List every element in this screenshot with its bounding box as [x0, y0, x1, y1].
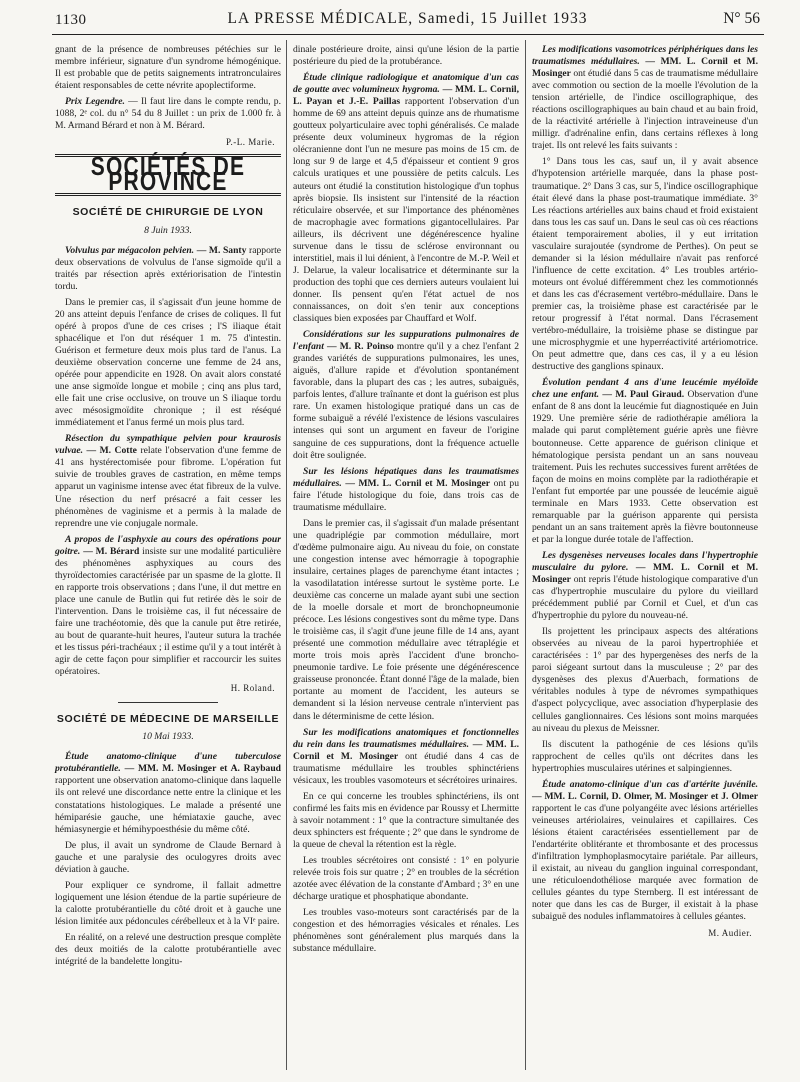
- article-author: — MM. L. Cornil et M. Mosinger: [293, 738, 519, 762]
- header-rule: [52, 34, 764, 35]
- article-heading: A propos de l'asphyxie au cours des opérations pour goitre.: [55, 533, 281, 557]
- article: [293, 727, 519, 787]
- notice: [55, 96, 281, 132]
- article: [532, 779, 758, 924]
- article-text: rapportent le cas d'une polyangéite avec lésions artérielles veineuses artériolaires, veinulaires et capillaires. Ces lésions étaient caractérisées essentiellement par de l'endartérite oblitérante et thrombosante et des processus d'infiltration lymphoplasmocytaire pariétale. Par ailleurs, il existait, au niveau du ganglion inguinal correspondant, une réticuloendothéliose marquée avec formation de cellules géantes du type Sternberg. Il est intéressant de noter que dans les cas de Burger, il existait à la phase subaiguë des nodules inflammatoires à cellules géantes.: [532, 802, 758, 923]
- article-author: — M. R. Poinso: [327, 341, 394, 353]
- article-heading: Évolution pendant 4 ans d'une leucémie myéloïde chez une enfant.: [532, 377, 758, 401]
- article-text: ont repris l'étude histologique comparative d'un cas d'hypertrophie musculaire du pylore du vieillard précédemment publié par Cornil et Cuel, et d'un cas d'hypertrophie du pylore du nouveau-né.: [532, 574, 758, 622]
- article-text: ont étudié dans 4 cas de traumatisme médullaire les troubles sphinctériens vésicaux, les troubles vasomoteurs et sécrétoires urinaires.: [293, 750, 519, 786]
- article: [532, 550, 758, 622]
- article-heading: Résection du sympathique pelvien pour kraurosis vulvae.: [55, 433, 281, 457]
- article-author: — MM. L. Cornil et M. Mosinger: [532, 561, 758, 586]
- article-heading: Étude anatomo-clinique d'un cas d'artérite juvénile.: [542, 778, 758, 790]
- article: [55, 534, 281, 679]
- article-author: — M. Paul Giraud.: [602, 389, 685, 401]
- article: [293, 329, 519, 462]
- article: [55, 245, 281, 293]
- meeting-date: 10 Mai 1933.: [142, 731, 194, 743]
- paragraph: dinale postérieure droite, ainsi qu'une lésion de la partie postérieure du pied de la protubérance.: [293, 44, 519, 68]
- paragraph: Dans le premier cas, il s'agissait d'un malade présentant une quadriplégie par commotion médullaire, mort d'œdème pulmonaire aigu. Au niveau du foie, on constate une congestion intense avec hémorragie à topographie insulaire, certaines plages de parenchyme étant intactes ; la vasodilatation intéresse surtout le système porte. Le deuxième cas concerne un malade ayant subi une section de la moelle dorsale et mort de bronchopneumonie précoce. Les lésions congestives sont du même type. Dans le troisième cas, il s'agit d'une jeune fille de 14 ans, ayant présenté une commotion médullaire avec tétraplégie et morte trois mois après l'accident d'une broncho-pneumonie tardive. Le foie présente une dégénérescence graisseuse prononcée. Étant donné l'âge de la malade, bien portante au moment de l'accident, les auteurs se demandent si la lésion nerveuse centrale n'intervient pas dans le déterminisme de cette lésion.: [293, 517, 519, 722]
- article-heading: Étude clinique radiologique et anatomique d'un cas de goutte avec volumineux hygroma.: [293, 72, 519, 96]
- signature: M. Audier.: [708, 928, 752, 939]
- article-author: — M. Bérard: [83, 545, 140, 557]
- society-title: SOCIÉTÉ DE CHIRURGIE DE LYON: [72, 206, 264, 219]
- page-number: 1130: [55, 12, 87, 28]
- signature: P.-L. Marie.: [226, 137, 275, 148]
- separator: [118, 702, 218, 703]
- article-heading: Volvulus par mégacolon pelvien.: [65, 244, 195, 256]
- running-header: [55, 8, 760, 36]
- signature: H. Roland.: [230, 683, 275, 694]
- article: [293, 466, 519, 514]
- paragraph: Ils discutent la pathogénie de ces lésions qu'ils rapprochent de celles qu'ils ont décrites dans les hypertrophies musculaires utérines et salpingiennes.: [532, 738, 758, 774]
- paragraph: Les troubles sécrétoires ont consisté : 1° en polyurie relevée trois fois sur quatre ; 2° en troubles de la sécrétion azotée avec élévation de la constante d'Ambard ; 3° en une décharge uratique et phosphatique abondante.: [293, 855, 519, 903]
- article-text: rapportent l'observation d'un homme de 69 ans atteint depuis quinze ans de rhumatisme goutteux polyarticulaire avec tophi généralisés. Ce malade présente deux volumineux hygromas de la région olécranienne dont l'un ne mesure pas moins de 15 cm. de long sur 9 de large et 4,5 d'épaisseur et contient 9 gros calculs uratiques et une poussière de petits calculs. Les auteurs ont étudié la constitution histologique d'un tophus après biopsie. Ils insistent sur l'intensité de la réaction réticulaire observée, et sur l'importance des phénomènes de macrophagie avec formations gigantocellulaires. Par ailleurs, ils décrivent une dégénérescence hyaline survenue dans le tissu de sclérose environnant ou interstitiel, mais il lui dénient, à l'encontre de M.-P. Weil et J. Delarue, la valeur localisatrice et déterminante sur la production des tophi que ces derniers auteurs voulaient lui donner. Ils pensent qu'en l'état actuel de nos connaissances, on doit s'en tenir aux conceptions classiques bien exposées par Chauffard et Wolf.: [293, 96, 519, 325]
- article-author: — M. Cotte: [86, 445, 137, 457]
- column-divider: [286, 40, 287, 1070]
- article-heading: Étude anatomo-clinique d'une tuberculose protubérantielle.: [55, 751, 281, 775]
- paragraph: Les troubles vaso-moteurs sont caractérisés par de la congestion et des hémorragies vésicales et rénales. Les phénomènes sont généralement plus marqués dans la substance médullaire.: [293, 907, 519, 955]
- paragraph: 1° Dans tous les cas, sauf un, il y avait absence d'hypotension artérielle marquée, dans la phase post-traumatique. 2° Dans 3 cas, sur 5, l'indice oscillographique était élevé dans la phase post-traumatique immédiate. 3° Les réactions artérielles aux bains chaud et froid existaient dans tous les cas sauf un. Dans le seul cas où ces réactions étaient temporairement abolies, il y eut irritation vasculaire surajoutée (syndrome de Perthes). On peut se demander si la lésion médullaire n'avait pas renforcé l'influence de cette excitation. 4° Les troubles artério-moteurs ont évolué différemment chez les commotionnés et dans les cas d'écrasement vertébro-médullaire. Dans le premier cas, la troisième phase est caractérisée par le retour progressif à l'état normal. Dans l'écrasement vertébro-médullaire, la troisième phase se distingue par une microsphygmie et une hyperréactivité artériomotrice. On peut admettre que, dans ces cas, il y a eu lésion destructive des ganglions spinaux.: [532, 156, 758, 373]
- article-text: ont étudié dans 5 cas de traumatisme médullaire avec commotion ou section de la moelle l'évolution de la tension artérielle, de l'indice oscillographique, des réactions oscillographiques au bain chaud et au bain froid, de la réactivité artérielle à l'injection intraveineuse d'un milligr. d'adrénaline enfin, dans certains réflexes à long trajet. Ils ont relevé les faits suivants :: [532, 68, 758, 152]
- article-author: — MM. M. Mosinger et A. Raybaud: [124, 763, 281, 775]
- paragraph: gnant de la présence de nombreuses pétéchies sur le membre inférieur, signature d'un syndrome hémogénique. Il est probable que de petits saignements intratronculaires étaient responsables de cette névrite apoplectiforme.: [55, 44, 281, 92]
- meeting-date: 8 Juin 1933.: [144, 224, 192, 236]
- article-author: — MM. L. Cornil et M. Mosinger: [345, 477, 491, 489]
- article-author: — MM. L. Cornil, D. Olmer, M. Mosinger et J. Olmer: [532, 790, 758, 802]
- paragraph: En réalité, on a relevé une destruction presque complète des deux moitiés de la calotte protubérantielle avec intégrité de la bandelette longitu-: [55, 932, 281, 968]
- column-2: [293, 44, 519, 959]
- article-text: relate l'observation d'une femme de 41 ans hystérectomisée pour fibrome. L'opération fut suivie de troubles graves de castration, en même temps apparut un vaginisme intense avec état fibreux de la vulve. Une résection du nerf présacré a fait cesser les phénomènes de vaginisme et a permis à la malade de reprendre une vie conjugale normale.: [55, 445, 281, 529]
- column-1: [55, 44, 281, 972]
- article: [532, 44, 758, 152]
- paragraph: Ils projettent les principaux aspects des altérations observées au niveau de la paroi hypertrophiée et caractérisées : 1° par des hypergenèses des nerfs de la paroi siégeant surtout dans la musculeuse ; 2° par des dysgenèses des plexus d'Auerbach, formations de véritables nodules à type de névromes sympathiques d'aspect polycyclique, avec association d'hyperplasie des cellules ganglionnaires. Ces lésions sont moins marquées au niveau du plexus de Meissner.: [532, 626, 758, 734]
- article-author: — MM. L. Cornil, L. Payan et J.-E. Paillas: [293, 84, 520, 108]
- journal-title: LA PRESSE MÉDICALE, Samedi, 15 Juillet 1933: [227, 10, 588, 27]
- article-text: montre qu'il y a chez l'enfant 2 grandes variétés de suppurations pulmonaires, les unes, aiguës, d'allure rapide et d'évolution spontanément favorable, dans la plupart des cas ; les autres, subaiguës, parfois lentes, d'allure traînante et dont la guérison est plus rare. Un examen histologique pratiqué dans un cas de forme subaiguë a révélé l'existence de lésions vasculaires intenses qui sont un argument en faveur de l'origine sanguine de ces suppurations, dont la fréquence actuelle doit être soulignée.: [293, 341, 520, 461]
- column-divider: [525, 40, 526, 1070]
- article-heading: Sur les lésions hépatiques dans les traumatismes médullaires.: [293, 465, 519, 489]
- issue-number: N° 56: [723, 10, 760, 27]
- section-banner-title: SOCIÉTÉS DE PROVINCE: [90, 152, 246, 197]
- article-text: Observation d'une enfant de 8 ans dont la leucémie fut diagnostiquée en Juin 1929. Une première série de radiothérapie améliora la malade qui parut complètement guérie après une fièvre boutonneuse. Cette apparence de guérison clinique et hématologique persista pendant un an sans nouveau traitement. Puis les rechutes successives furent arrêtées de façon de moins en moins complète par la radiothérapie et l'enfant fut emportée par une poussée de leucémie aiguë terminale en Mars 1933. Cette observation est remarquable par la guérison apparente qui persista pendant un an sans traitement après la fièvre boutonneuse et par la longue durée totale de l'affection.: [532, 389, 758, 545]
- article: [532, 377, 758, 546]
- article-author: — MM. L. Cornil et M. Mosinger: [532, 56, 758, 80]
- article-heading: Considérations sur les suppurations pulmonaires de l'enfant: [293, 329, 519, 353]
- notice-text: — Il faut lire dans le compte rendu, p. 1088, 2ᵉ col. du n° 54 du 8 Juillet : un prix de 1.000 fr. à M. Armand Bérard et non à M. Bérard.: [55, 96, 282, 132]
- paragraph: Pour expliquer ce syndrome, il fallait admettre logiquement une lésion étendue de la partie supérieure de la calotte protubérantielle du côté droit et à gauche une lésion limitée aux pédoncules cérébelleux et à la VIᵉ paire.: [55, 879, 281, 927]
- notice-heading: Prix Legendre.: [65, 96, 125, 108]
- paragraph: En ce qui concerne les troubles sphinctériens, ils ont confirmé les faits mis en évidence par Roussy et Lhermitte à savoir notamment : 1° que la contracture simultanée des deux sphincters est fréquente ; 2° que dans le syndrome de la queue de cheval la rétention est la règle.: [293, 790, 519, 850]
- paragraph: De plus, il avait un syndrome de Claude Bernard à gauche et une paralysie des oculogyres droits avec déviation à gauche.: [55, 839, 281, 875]
- paragraph: Dans le premier cas, il s'agissait d'un jeune homme de 20 ans atteint depuis l'enfance de crises de coliques. Il fut opéré à propos d'une de ces crises ; l'S iliaque était sphacélique et l'on dut réséquer 1 m. 75 d'intestin. Guérison et fermeture deux mois plus tard de l'anus. La deuxième observation concerne une femme de 24 ans, opérée pour appendicite en 1928. On avait alors constaté une anse sigmoïde longue et mobile ; cinq ans plus tard, elle fait une crise occlusive, on trouve un S iliaque tordu avec mésosigmoïdite chronique ; il est réséqué immédiatement et l'anus fermé un mois plus tard.: [55, 296, 281, 429]
- article: [55, 433, 281, 529]
- article-text: rapporte deux observations de volvulus de l'anse sigmoïde qu'il a traités par résection après extériorisation de l'intestin tordu.: [55, 244, 281, 292]
- society-title: SOCIÉTÉ DE MÉDECINE DE MARSEILLE: [56, 713, 280, 726]
- article-text: rapportent une observation anatomo-clinique dans laquelle ils ont relevé une discordance nette entre la clinique et les constatations histologiques. Le malade a présenté une hémiparésie gauche, une hémiataxie gauche, avec hémiasynergie et hémihypoesthésie du même côté.: [55, 775, 281, 835]
- article-author: — M. Santy: [196, 244, 247, 256]
- article: [55, 751, 281, 835]
- article-text: ont pu faire l'étude histologique du foie, dans trois cas de traumatisme médullaire.: [293, 477, 519, 513]
- article-text: insiste sur une modalité particulière des phénomènes asphyxiques au cours des thyroïdectomies caractérisée par un spasme de la glotte. Il en rapporte trois observations ; dans l'une, il dut mettre en place une canule de Butlin qui fut retirée dès le soir de l'intervention. Dans le troisième cas, il fut nécessaire de faire une trachéotomie, dès que la canule put être retirée, au bout de quarante-huit heures, l'auteur sutura la trachée et les tissus péri-trachéaux ; il estime qu'il y a tout intérêt à agir de cette façon pour simplifier et raccourcir les suites opératoires.: [55, 545, 281, 678]
- article: [293, 72, 519, 325]
- column-3: [532, 44, 758, 945]
- article-heading: Les modifications vasomotrices périphériques dans les traumatismes médullaires.: [532, 44, 758, 68]
- article-heading: Sur les modifications anatomiques et fonctionnelles du rein dans les traumatismes médullaires.: [293, 726, 519, 750]
- article-heading: Les dysgenèses nerveuses locales dans l'hypertrophie musculaire du pylore.: [532, 549, 758, 573]
